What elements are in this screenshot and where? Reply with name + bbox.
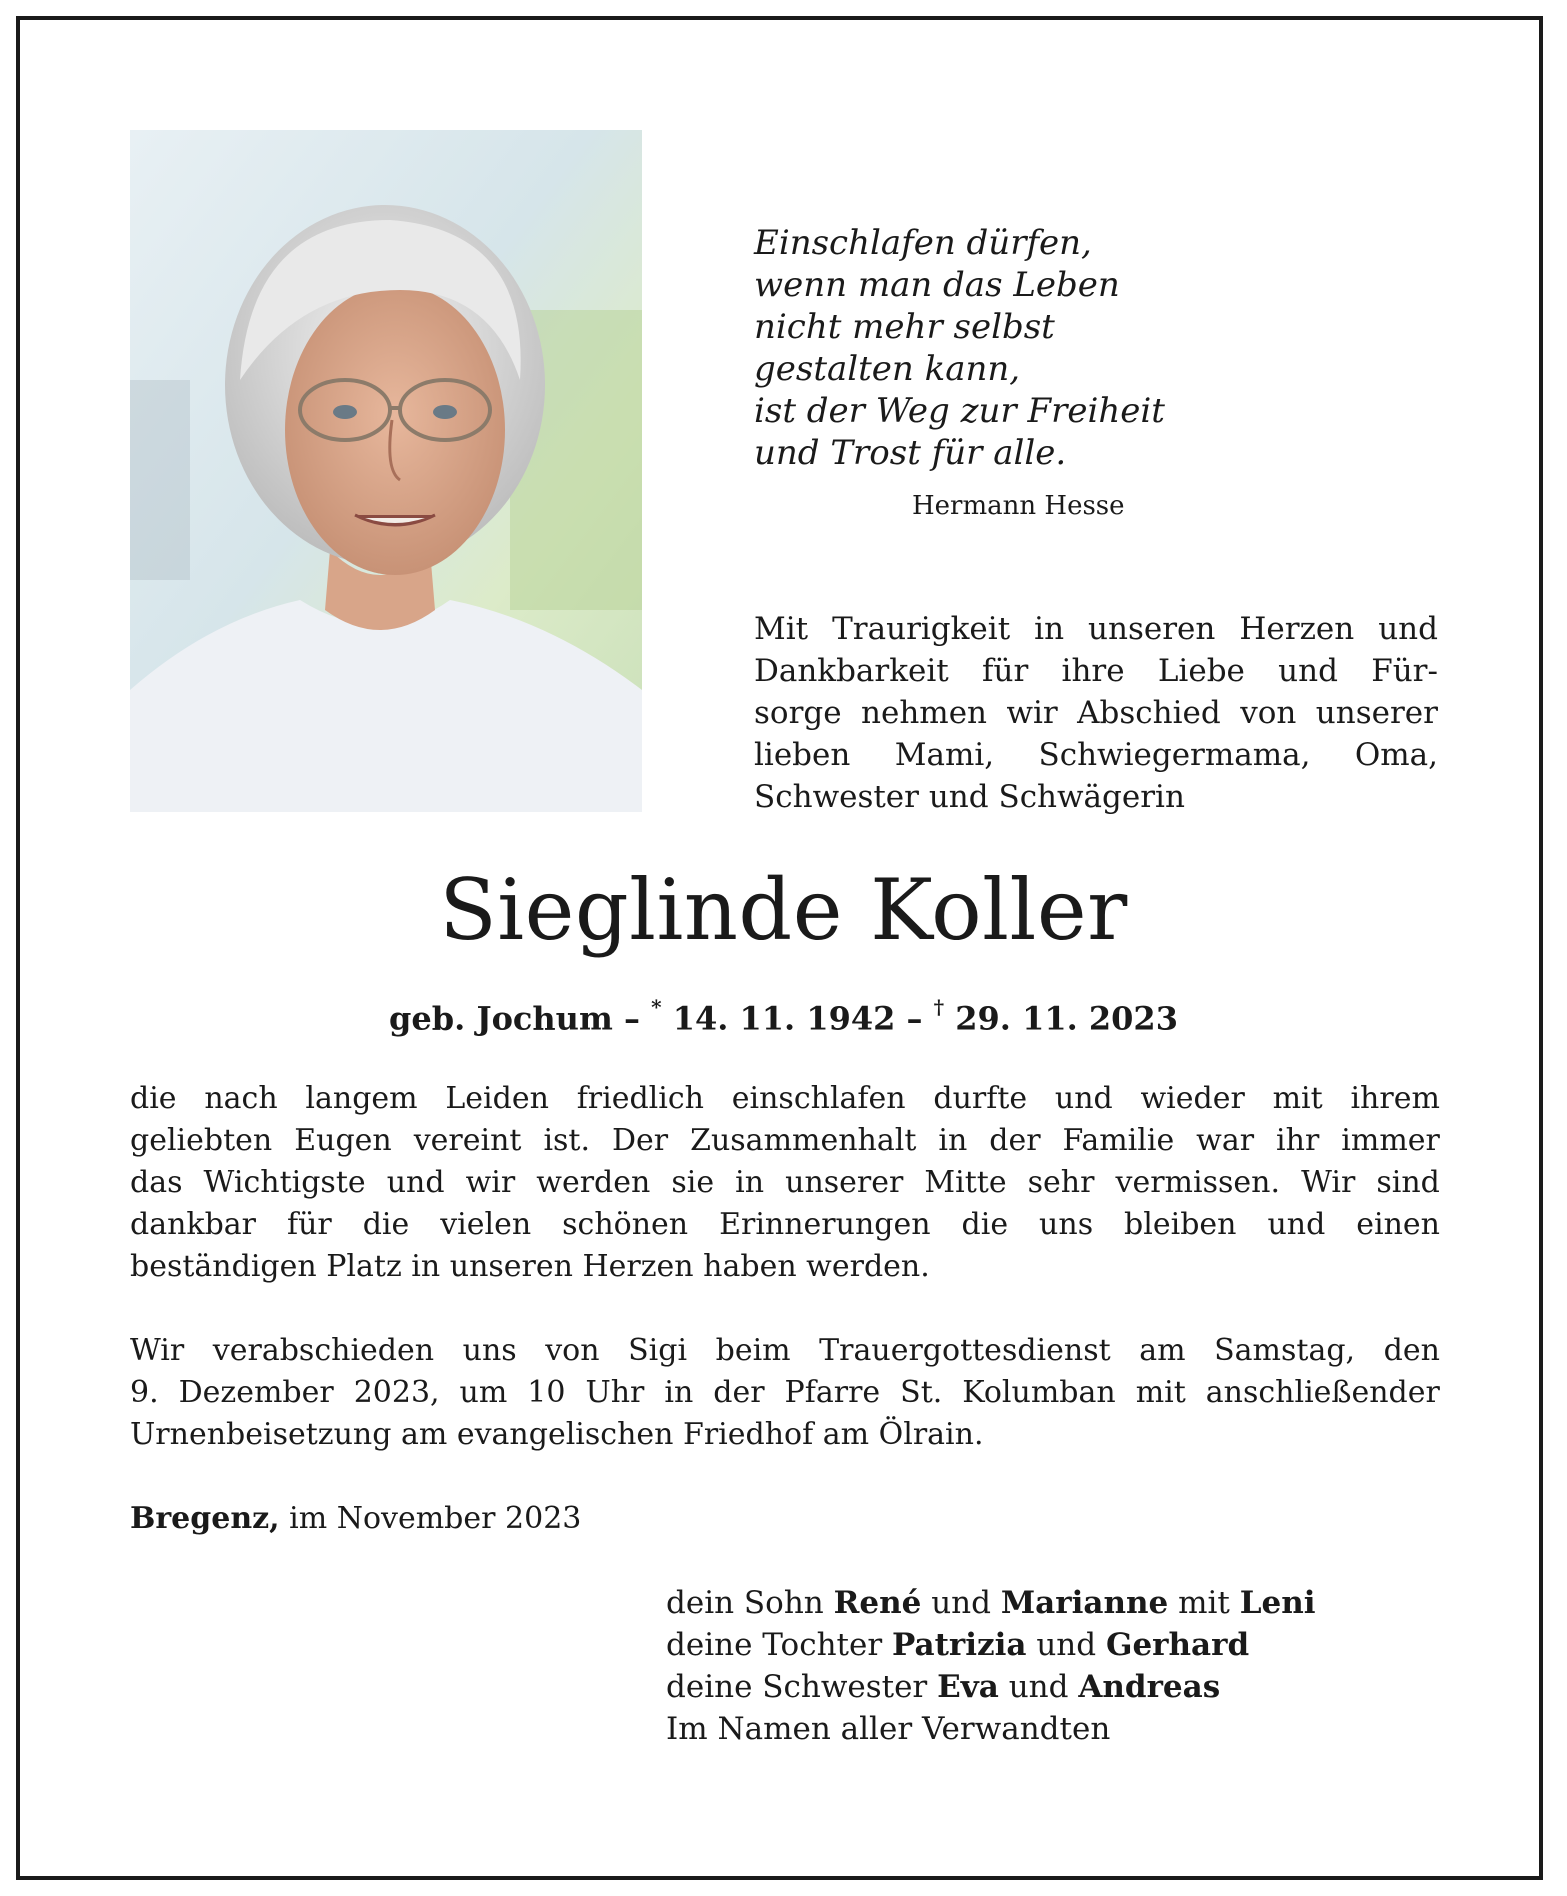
intro-word: wir <box>1006 695 1058 731</box>
intro-word: für <box>982 653 1029 689</box>
body-word: um <box>459 1375 508 1410</box>
intro-word: Dankbarkeit <box>754 653 949 689</box>
intro-line <box>754 608 1438 650</box>
place-date <box>130 1498 581 1540</box>
signer-name: Gerhard <box>1105 1627 1250 1663</box>
body-word: beim <box>715 1333 791 1368</box>
body-word: für <box>286 1207 332 1242</box>
body-word: immer <box>1341 1123 1440 1158</box>
body-word: langem <box>305 1081 418 1116</box>
body-word: dankbar <box>130 1207 257 1242</box>
intro-word: unseren <box>1088 611 1216 647</box>
intro-line <box>754 734 1438 776</box>
body-word: vermissen. <box>1115 1165 1281 1200</box>
body-word: unserer <box>785 1165 904 1200</box>
body-word: friedlich <box>576 1081 704 1116</box>
signer-line <box>666 1666 1316 1708</box>
intro-line <box>754 692 1438 734</box>
signer-name: Patrizia <box>892 1627 1027 1663</box>
signer-name: Leni <box>1239 1585 1316 1621</box>
death-date: 29. 11. 2023 <box>944 999 1178 1038</box>
funeral-paragraph <box>130 1330 1440 1456</box>
body-word: Samstag, <box>1214 1333 1356 1368</box>
intro-word: lieben <box>754 737 851 773</box>
body-word: Familie <box>1062 1123 1175 1158</box>
body-word: Trauergottesdienst <box>819 1333 1111 1368</box>
body-word: Kolumban <box>962 1375 1116 1410</box>
body-word: ihrem <box>1350 1081 1440 1116</box>
birth-symbol: * <box>651 995 662 1019</box>
quote-line: Einschlafen dürfen, <box>754 223 1092 263</box>
body-word: Uhr <box>585 1375 645 1410</box>
body-word: war <box>1196 1123 1255 1158</box>
body-line <box>130 1120 1440 1162</box>
signer-text: deine Schwester <box>666 1669 938 1705</box>
body-word: und <box>1267 1207 1326 1242</box>
maiden-name: geb. Jochum <box>389 999 613 1038</box>
body-word: in <box>938 1123 968 1158</box>
body-word: schönen <box>562 1207 689 1242</box>
signers-block <box>666 1582 1316 1750</box>
intro-word: in <box>1034 611 1065 647</box>
intro-word: Mit <box>754 611 809 647</box>
poem-quote <box>754 222 1174 474</box>
body-word: Erinnerungen <box>719 1207 931 1242</box>
body-word: die <box>130 1081 177 1116</box>
signer-name: René <box>833 1585 922 1621</box>
quote-author: Hermann Hesse <box>912 491 1125 521</box>
quote-line: wenn man das Leben <box>754 265 1120 305</box>
signer-text: und <box>1026 1627 1106 1663</box>
body-word: geliebten <box>130 1123 273 1158</box>
body-word: uns <box>1039 1207 1094 1242</box>
body-word: bleiben <box>1124 1207 1237 1242</box>
signer-name: Eva <box>937 1669 999 1705</box>
body-line <box>130 1330 1440 1372</box>
body-word: von <box>545 1333 600 1368</box>
signer-text: deine Tochter <box>666 1627 893 1663</box>
body-word: Zusammenhalt <box>690 1123 917 1158</box>
signer-text: mit <box>1168 1585 1240 1621</box>
body-word: anschließender <box>1205 1375 1440 1410</box>
signer-text: und <box>998 1669 1079 1705</box>
body-line-text: Urnenbeisetzung am evangelischen Friedhof am Ölrain. <box>130 1417 984 1452</box>
body-line <box>130 1246 1440 1288</box>
body-word: der <box>989 1123 1041 1158</box>
body-word: der <box>713 1375 765 1410</box>
signer-text: und <box>921 1585 1001 1621</box>
body-word: vielen <box>440 1207 532 1242</box>
body-word: in <box>664 1375 694 1410</box>
death-symbol: † <box>933 995 945 1019</box>
body-word: uns <box>462 1333 517 1368</box>
intro-text <box>754 608 1438 818</box>
body-word: 2023, <box>353 1375 440 1410</box>
intro-word: Für- <box>1371 653 1438 689</box>
quote-line: und Trost für alle. <box>754 433 1067 473</box>
body-word: Pfarre <box>784 1375 881 1410</box>
intro-word: und <box>1278 653 1338 689</box>
body-word: 9. <box>130 1375 159 1410</box>
body-word: das <box>130 1165 183 1200</box>
intro-word: Herzen <box>1239 611 1355 647</box>
intro-line <box>754 650 1438 692</box>
signer-line <box>666 1624 1316 1666</box>
body-word: sehr <box>1027 1165 1095 1200</box>
body-line-text: beständigen Platz in unseren Herzen haben werden. <box>130 1249 930 1284</box>
body-word: wir <box>465 1165 516 1200</box>
signer-text: dein Sohn <box>666 1585 834 1621</box>
intro-word: von <box>1240 695 1297 731</box>
signer-name: Marianne <box>1000 1585 1169 1621</box>
body-word: die <box>961 1207 1009 1242</box>
intro-word: Abschied <box>1077 695 1221 731</box>
body-word: Mitte <box>924 1165 1007 1200</box>
body-word: Wir <box>1301 1165 1356 1200</box>
body-paragraph <box>130 1078 1440 1288</box>
body-word: sind <box>1376 1165 1440 1200</box>
intro-word: Schwiegermama, <box>1038 737 1311 773</box>
body-line <box>130 1078 1440 1120</box>
intro-word: unserer <box>1315 695 1438 731</box>
body-word: sie <box>671 1165 715 1200</box>
body-word: Wir <box>130 1333 185 1368</box>
body-word: vereint <box>413 1123 522 1158</box>
body-word: Wichtigste <box>203 1165 366 1200</box>
portrait-photo <box>130 130 642 812</box>
body-word: werden <box>536 1165 651 1200</box>
body-word: und <box>386 1165 445 1200</box>
body-word: mit <box>1135 1375 1186 1410</box>
quote-line: ist der Weg zur Freiheit <box>754 391 1165 431</box>
body-word: einschlafen <box>731 1081 906 1116</box>
body-word: Eugen <box>294 1123 392 1158</box>
body-line <box>130 1162 1440 1204</box>
body-word: den <box>1383 1333 1440 1368</box>
deceased-name: Sieglinde Koller <box>439 861 1128 959</box>
body-word: und <box>1054 1081 1113 1116</box>
body-word: mit <box>1272 1081 1323 1116</box>
body-line <box>130 1414 1440 1456</box>
birth-date: 14. 11. 1942 <box>661 999 896 1038</box>
body-word: 10 <box>527 1375 566 1410</box>
body-word: am <box>1139 1333 1186 1368</box>
intro-word: Oma, <box>1354 737 1438 773</box>
place-month: im November 2023 <box>279 1501 582 1536</box>
body-word: durfte <box>933 1081 1028 1116</box>
body-word: verabschieden <box>212 1333 435 1368</box>
signer-name: Andreas <box>1078 1669 1221 1705</box>
body-word: St. <box>900 1375 943 1410</box>
intro-word: Mami, <box>894 737 995 773</box>
body-word: die <box>362 1207 410 1242</box>
place-city: Bregenz, <box>130 1501 280 1536</box>
date-separator: – <box>612 999 652 1038</box>
body-word: ihr <box>1276 1123 1320 1158</box>
quote-line: nicht mehr selbst <box>754 307 1055 347</box>
intro-word: und <box>1378 611 1438 647</box>
intro-word: Traurigkeit <box>832 611 1011 647</box>
intro-word: ihre <box>1061 653 1125 689</box>
body-line <box>130 1372 1440 1414</box>
body-word: nach <box>204 1081 278 1116</box>
body-word: in <box>735 1165 765 1200</box>
body-word: Sigi <box>628 1333 688 1368</box>
intro-word: Liebe <box>1157 653 1245 689</box>
body-word: Leiden <box>445 1081 549 1116</box>
body-word: Dezember <box>178 1375 334 1410</box>
intro-line: Schwester und Schwägerin <box>754 779 1185 815</box>
body-word: Der <box>612 1123 669 1158</box>
signer-line: Im Namen aller Verwandten <box>666 1711 1111 1747</box>
quote-line: gestalten kann, <box>754 349 1021 389</box>
intro-word: sorge <box>754 695 842 731</box>
intro-word: nehmen <box>861 695 988 731</box>
date-separator: – <box>895 999 934 1038</box>
body-word: ist. <box>543 1123 591 1158</box>
birth-death-dates <box>0 990 1567 1040</box>
signer-line <box>666 1582 1316 1624</box>
body-line <box>130 1204 1440 1246</box>
body-word: einen <box>1356 1207 1440 1242</box>
body-word: wieder <box>1140 1081 1245 1116</box>
